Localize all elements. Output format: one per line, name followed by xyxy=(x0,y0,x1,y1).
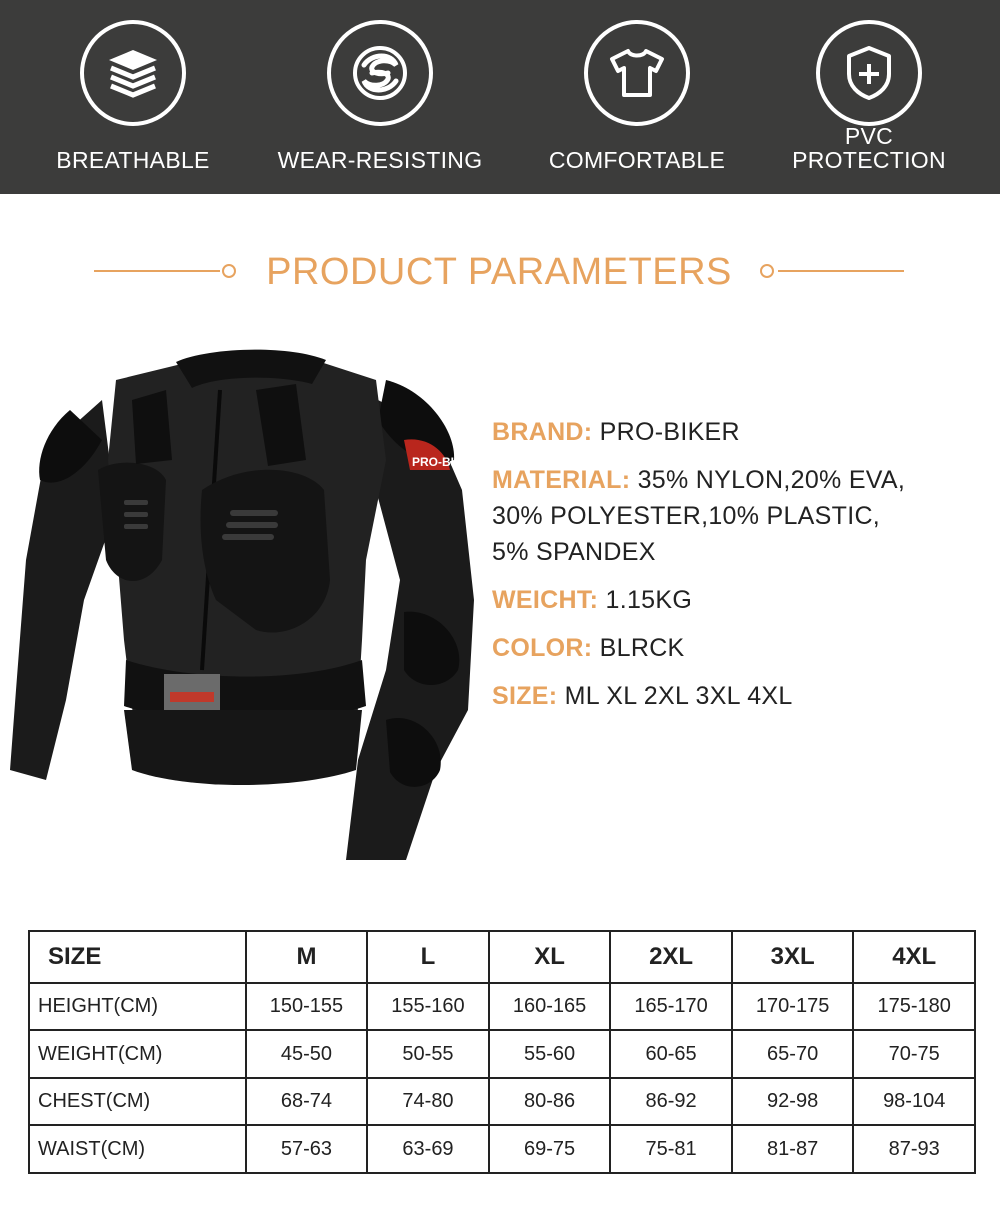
table-cell: WEIGHT(CM) xyxy=(29,1030,246,1078)
feature-banner xyxy=(0,0,1000,194)
table-header-cell: SIZE xyxy=(29,931,246,983)
feature-label: WEAR-RESISTING xyxy=(277,147,483,173)
heading-divider-right xyxy=(778,270,904,272)
table-header-cell: XL xyxy=(489,931,611,983)
table-cell: 175-180 xyxy=(853,983,975,1031)
heading-dot-left xyxy=(222,264,236,278)
spec-value-line3: 5% SPANDEX xyxy=(492,538,656,566)
shield-plus-icon xyxy=(816,20,922,126)
table-cell: 65-70 xyxy=(732,1030,854,1078)
spec-value: PRO-BIKER xyxy=(599,418,740,446)
product-specs xyxy=(492,414,992,726)
spec-value: 1.15KG xyxy=(605,586,693,614)
feature-label: BREATHABLE xyxy=(56,147,210,173)
feature-wear-resisting xyxy=(255,0,505,194)
swirl-icon xyxy=(327,20,433,126)
table-cell: 68-74 xyxy=(246,1078,368,1126)
table-row xyxy=(29,983,975,1031)
table-cell: 150-155 xyxy=(246,983,368,1031)
layers-icon xyxy=(80,20,186,126)
section-heading xyxy=(0,248,1000,296)
feature-label: COMFORTABLE xyxy=(548,147,726,173)
jacket-logo-text: PRO-BIKER xyxy=(412,455,480,469)
table-cell: 165-170 xyxy=(610,983,732,1031)
table-cell: 87-93 xyxy=(853,1125,975,1173)
table-cell: 75-81 xyxy=(610,1125,732,1173)
table-cell: WAIST(CM) xyxy=(29,1125,246,1173)
table-cell: 92-98 xyxy=(732,1078,854,1126)
heading-title: PRODUCT PARAMETERS xyxy=(266,251,732,293)
table-cell: 50-55 xyxy=(367,1030,489,1078)
feature-breathable xyxy=(8,0,258,194)
feature-label-line2: PROTECTION xyxy=(792,147,946,173)
table-cell: 160-165 xyxy=(489,983,611,1031)
tshirt-icon xyxy=(584,20,690,126)
table-header-cell: 4XL xyxy=(853,931,975,983)
spec-color xyxy=(492,630,992,666)
table-cell: 70-75 xyxy=(853,1030,975,1078)
spec-key: BRAND: xyxy=(492,418,593,446)
table-row xyxy=(29,1078,975,1126)
table-cell: 81-87 xyxy=(732,1125,854,1173)
table-cell: 60-65 xyxy=(610,1030,732,1078)
product-image-jacket xyxy=(6,340,480,900)
heading-divider-left xyxy=(94,270,220,272)
table-header-row xyxy=(29,931,975,983)
heading-dot-right xyxy=(760,264,774,278)
table-header-cell: L xyxy=(367,931,489,983)
table-header-cell: M xyxy=(246,931,368,983)
feature-pvc-protection xyxy=(744,0,994,194)
table-row xyxy=(29,1125,975,1173)
spec-value-line2: 30% POLYESTER,10% PLASTIC, xyxy=(492,502,881,530)
table-cell: CHEST(CM) xyxy=(29,1078,246,1126)
spec-weight xyxy=(492,582,992,618)
table-cell: 86-92 xyxy=(610,1078,732,1126)
spec-material xyxy=(492,462,992,570)
spec-value: BLRCK xyxy=(599,634,685,662)
spec-key: COLOR: xyxy=(492,634,593,662)
table-cell: 63-69 xyxy=(367,1125,489,1173)
feature-label-line1: PVC xyxy=(844,123,894,149)
spec-size xyxy=(492,678,992,714)
spec-key: SIZE: xyxy=(492,682,558,710)
table-cell: HEIGHT(CM) xyxy=(29,983,246,1031)
table-cell: 57-63 xyxy=(246,1125,368,1173)
spec-value-line1: 35% NYLON,20% EVA, xyxy=(637,466,906,494)
table-cell: 45-50 xyxy=(246,1030,368,1078)
size-chart-table xyxy=(28,930,976,1174)
table-cell: 74-80 xyxy=(367,1078,489,1126)
table-cell: 155-160 xyxy=(367,983,489,1031)
table-cell: 55-60 xyxy=(489,1030,611,1078)
table-cell: 80-86 xyxy=(489,1078,611,1126)
spec-key: MATERIAL: xyxy=(492,466,631,494)
table-header-cell: 3XL xyxy=(732,931,854,983)
table-row xyxy=(29,1030,975,1078)
spec-brand xyxy=(492,414,992,450)
table-header-cell: 2XL xyxy=(610,931,732,983)
spec-key: WEICHT: xyxy=(492,586,599,614)
table-cell: 69-75 xyxy=(489,1125,611,1173)
spec-value: ML XL 2XL 3XL 4XL xyxy=(564,682,793,710)
feature-comfortable xyxy=(512,0,762,194)
table-cell: 170-175 xyxy=(732,983,854,1031)
table-cell: 98-104 xyxy=(853,1078,975,1126)
